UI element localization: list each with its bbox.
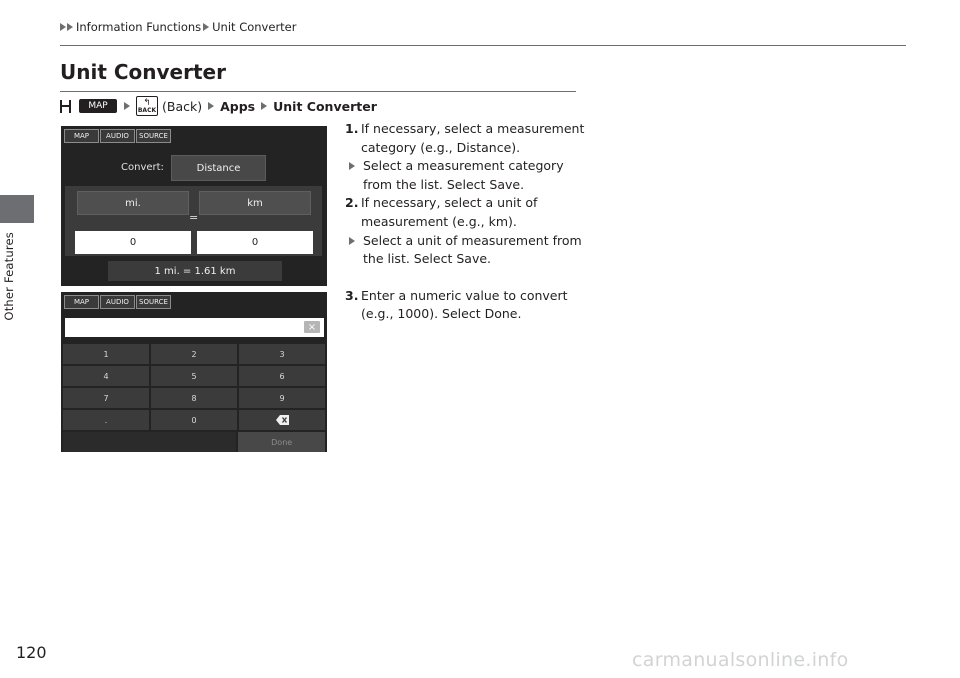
header-divider: [60, 45, 906, 46]
converter-screenshot: [61, 126, 327, 286]
apps-label: Apps: [220, 98, 256, 114]
map-button-icon: MAP: [79, 99, 117, 113]
keypad-spacer: [63, 432, 236, 452]
watermark: carmanualsonline.info: [632, 649, 849, 671]
backspace-key[interactable]: [239, 410, 325, 430]
breadcrumb-arrow-icon: [60, 23, 66, 31]
audio-tab[interactable]: AUDIO: [100, 295, 135, 309]
section-tab-marker: [0, 195, 34, 223]
title-divider: [60, 91, 576, 92]
category-button[interactable]: Distance: [171, 155, 266, 181]
substep-arrow-icon: [349, 237, 355, 245]
step-2-substep: Select a unit of measurement from the list. Select Save.: [345, 232, 585, 269]
keypad-screenshot: [61, 292, 327, 452]
source-tab[interactable]: SOURCE: [136, 295, 171, 309]
key-4[interactable]: 4: [63, 366, 149, 386]
key-decimal[interactable]: .: [63, 410, 149, 430]
unit-converter-label: Unit Converter: [273, 98, 377, 114]
page-title: Unit Converter: [60, 60, 226, 84]
step-1: 1. If necessary, select a measurement category (e.g., Distance).: [345, 121, 585, 155]
back-text: (Back): [162, 98, 203, 114]
breadcrumb: [60, 20, 296, 34]
conversion-result: 1 mi. = 1.61 km: [108, 261, 282, 281]
map-tab[interactable]: MAP: [64, 129, 99, 143]
key-7[interactable]: 7: [63, 388, 149, 408]
source-tab[interactable]: SOURCE: [136, 129, 171, 143]
equals-sign: =: [189, 211, 199, 224]
key-3[interactable]: 3: [239, 344, 325, 364]
backspace-icon: [276, 415, 289, 425]
to-unit-button[interactable]: km: [199, 191, 311, 215]
step-1-substep: Select a measurement category from the list. Select Save.: [345, 157, 585, 194]
done-button[interactable]: Done: [238, 432, 325, 452]
screen-top-bar: [64, 295, 171, 309]
audio-tab[interactable]: AUDIO: [100, 129, 135, 143]
from-unit-button[interactable]: mi.: [77, 191, 189, 215]
back-icon: ↰ BACK: [137, 98, 157, 114]
step-2: 2. If necessary, select a unit of measurement (e.g., km).: [345, 195, 538, 229]
convert-label: Convert:: [121, 162, 164, 173]
key-5[interactable]: 5: [151, 366, 237, 386]
step-3: 3. Enter a numeric value to convert (e.g., 1000). Select Done.: [345, 287, 568, 322]
screen-top-bar: [64, 129, 171, 143]
page-number: 120: [16, 643, 47, 662]
from-value-field[interactable]: 0: [75, 231, 191, 254]
clear-icon[interactable]: ×: [304, 321, 320, 333]
breadcrumb-page[interactable]: Unit Converter: [212, 20, 297, 34]
home-icon: [60, 100, 71, 113]
map-tab[interactable]: MAP: [64, 295, 99, 309]
breadcrumb-section[interactable]: Information Functions: [76, 20, 202, 34]
key-1[interactable]: 1: [63, 344, 149, 364]
numeric-keypad: [63, 344, 325, 454]
path-arrow-icon: [261, 102, 267, 110]
unit-panel: [65, 186, 322, 256]
path-arrow-icon: [124, 102, 130, 110]
instruction-steps: [345, 120, 585, 324]
breadcrumb-arrow-icon: [203, 23, 209, 31]
breadcrumb-arrow-icon: [67, 23, 73, 31]
key-9[interactable]: 9: [239, 388, 325, 408]
path-arrow-icon: [208, 102, 214, 110]
key-2[interactable]: 2: [151, 344, 237, 364]
key-6[interactable]: 6: [239, 366, 325, 386]
navigation-path: [60, 96, 383, 116]
value-entry-field[interactable]: [65, 318, 324, 337]
key-8[interactable]: 8: [151, 388, 237, 408]
key-0[interactable]: 0: [151, 410, 237, 430]
to-value-field[interactable]: 0: [197, 231, 313, 254]
section-side-label: Other Features: [2, 232, 16, 321]
substep-arrow-icon: [349, 162, 355, 170]
